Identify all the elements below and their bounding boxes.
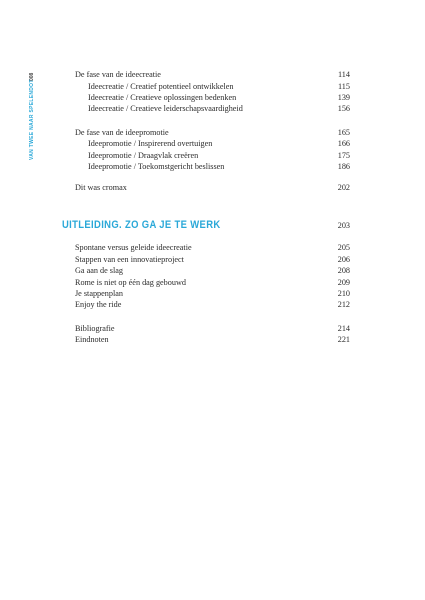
toc-entry[interactable]: [75, 127, 350, 138]
toc-entry-label: Bibliografie: [75, 324, 115, 333]
toc-entry-label: Ideecreatie / Creatieve leiderschapsvaardigheid: [88, 104, 243, 113]
toc-entry-page: 206: [337, 255, 350, 264]
toc-entry-page: 139: [337, 93, 350, 102]
toc-entry-label: Ideecreatie / Creatief potentieel ontwikkelen: [88, 82, 234, 91]
toc-entry-page: 114: [338, 70, 350, 79]
toc-entry[interactable]: [88, 103, 350, 114]
toc-entry-label: Eindnoten: [75, 335, 109, 344]
toc-entry-page: 209: [337, 278, 350, 287]
toc-entry[interactable]: [88, 81, 350, 92]
toc-entry-page: 212: [337, 300, 350, 309]
toc-entry-label: Ideepromotie / Inspirerend overtuigen: [88, 139, 213, 148]
toc-entry-label: Stappen van een innovatieproject: [75, 255, 184, 264]
toc-entry[interactable]: [75, 323, 350, 334]
toc-entry[interactable]: [75, 334, 350, 345]
toc-entry-page: 186: [337, 162, 350, 171]
toc-entry-page: 166: [337, 139, 350, 148]
toc-entry[interactable]: [88, 150, 350, 161]
toc-entry[interactable]: [75, 299, 350, 310]
toc-entry[interactable]: [88, 161, 350, 172]
toc-entry[interactable]: [75, 182, 350, 193]
toc-entry-label: Ideepromotie / Draagvlak creëren: [88, 151, 199, 160]
toc-entry-label: Je stappenplan: [75, 289, 123, 298]
toc-entry-page: 214: [337, 324, 350, 333]
toc-entry-label: Ideecreatie / Creatieve oplossingen bedenken: [88, 93, 237, 102]
toc-entry-label: Ga aan de slag: [75, 266, 123, 275]
side-running-title: VAN TWEE NAAR SPELENDOT: [29, 79, 35, 160]
toc-entry-label: Enjoy the ride: [75, 300, 122, 309]
toc-entry[interactable]: [75, 277, 350, 288]
toc-entry-page: 115: [338, 82, 350, 91]
toc-entry[interactable]: [75, 69, 350, 80]
toc-entry-page: 205: [337, 243, 350, 252]
toc-entry-label: Ideepromotie / Toekomstgericht beslissen: [88, 162, 225, 171]
toc-entry-label: Dit was cromax: [75, 183, 127, 192]
toc-entry-page: 165: [337, 128, 350, 137]
toc-entry-page: 208: [337, 266, 350, 275]
toc-entry[interactable]: [75, 254, 350, 265]
side-folio: 008: [29, 72, 35, 81]
toc-entry[interactable]: [88, 138, 350, 149]
toc-entry-label: De fase van de ideepromotie: [75, 128, 169, 137]
part-heading[interactable]: [62, 217, 350, 233]
toc-entry-page: 210: [337, 289, 350, 298]
toc-entry[interactable]: [75, 288, 350, 299]
toc-entry-label: Rome is niet op één dag gebouwd: [75, 278, 186, 287]
toc-entry-label: De fase van de ideecreatie: [75, 70, 161, 79]
toc-entry[interactable]: [88, 92, 350, 103]
toc-entry[interactable]: [75, 242, 350, 253]
toc-entry-page: 202: [337, 183, 350, 192]
toc-entry-page: 221: [337, 335, 350, 344]
toc-entry-page: 156: [337, 104, 350, 113]
toc-entry-label: Spontane versus geleide ideecreatie: [75, 243, 192, 252]
toc-entry[interactable]: [75, 265, 350, 276]
toc-entry-page: 175: [337, 151, 350, 160]
part-heading-label: UITLEIDING. ZO GA JE TE WERK: [62, 219, 221, 231]
part-heading-page: 203: [337, 221, 350, 230]
